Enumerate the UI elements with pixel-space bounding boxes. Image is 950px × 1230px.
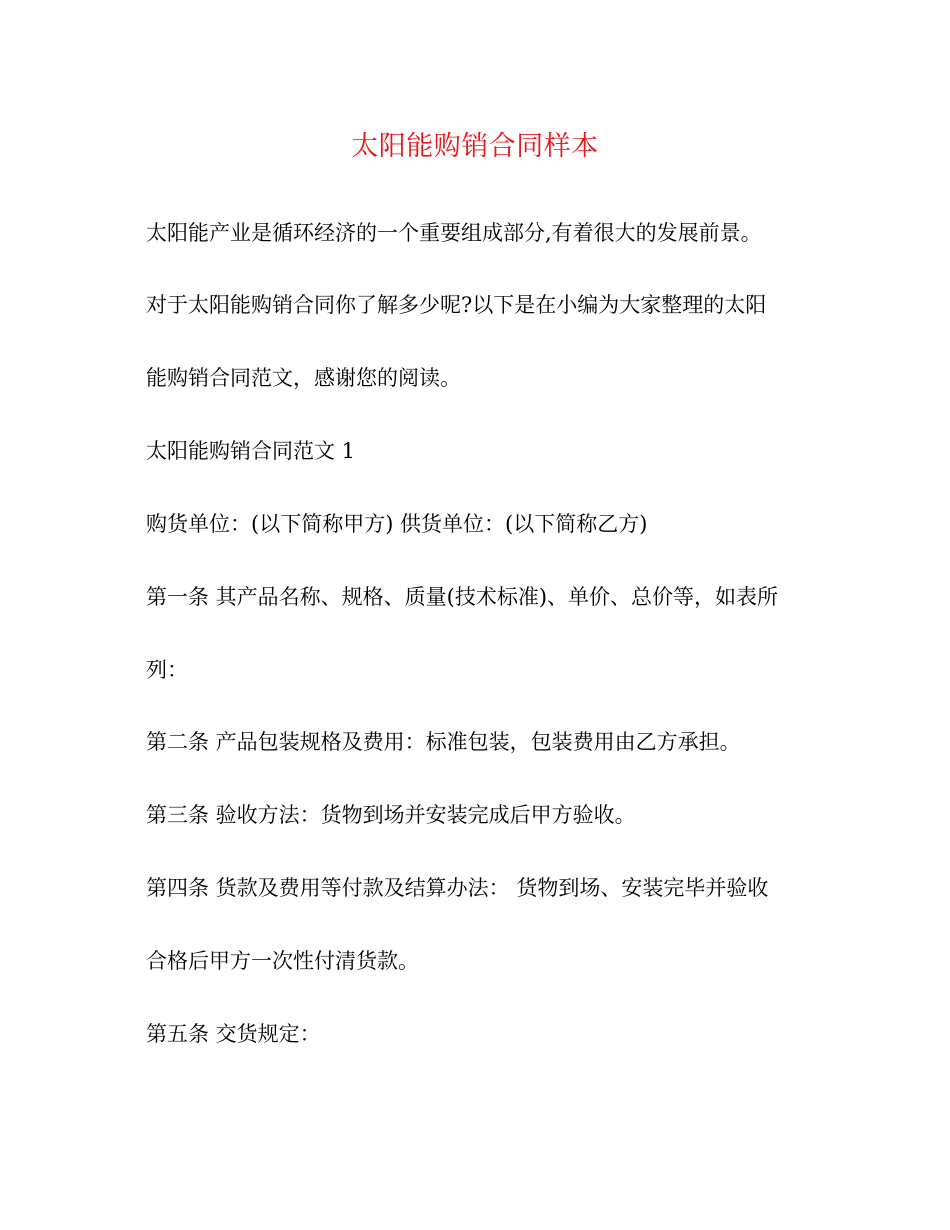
clause-line: 第四条 货款及费用等付款及结算办法： 货物到场、安装完毕并验收: [146, 876, 769, 900]
clause-line: 第三条 验收方法：货物到场并安装完成后甲方验收。: [146, 803, 636, 827]
clause-line: 合格后甲方一次性付清货款。: [146, 949, 419, 973]
paragraph-line: 对于太阳能购销合同你了解多少呢?以下是在小编为大家整理的太阳: [146, 293, 767, 317]
paragraph-line: 购货单位：(以下简称甲方) 供货单位：(以下简称乙方): [146, 512, 648, 536]
section-heading: 太阳能购销合同范文 1: [146, 439, 356, 463]
paragraph-line: 太阳能产业是循环经济的一个重要组成部分,有着很大的发展前景。: [146, 221, 762, 245]
paragraph-line: 能购销合同范文，感谢您的阅读。: [146, 366, 461, 390]
document-title: 太阳能购销合同样本: [351, 131, 599, 162]
clause-line: 列：: [146, 658, 188, 682]
clause-line: 第二条 产品包装规格及费用：标准包装，包装费用由乙方承担。: [146, 730, 741, 754]
clause-line: 第五条 交货规定：: [146, 1022, 321, 1046]
clause-line: 第一条 其产品名称、规格、质量(技术标准)、单价、总价等，如表所: [146, 585, 779, 609]
